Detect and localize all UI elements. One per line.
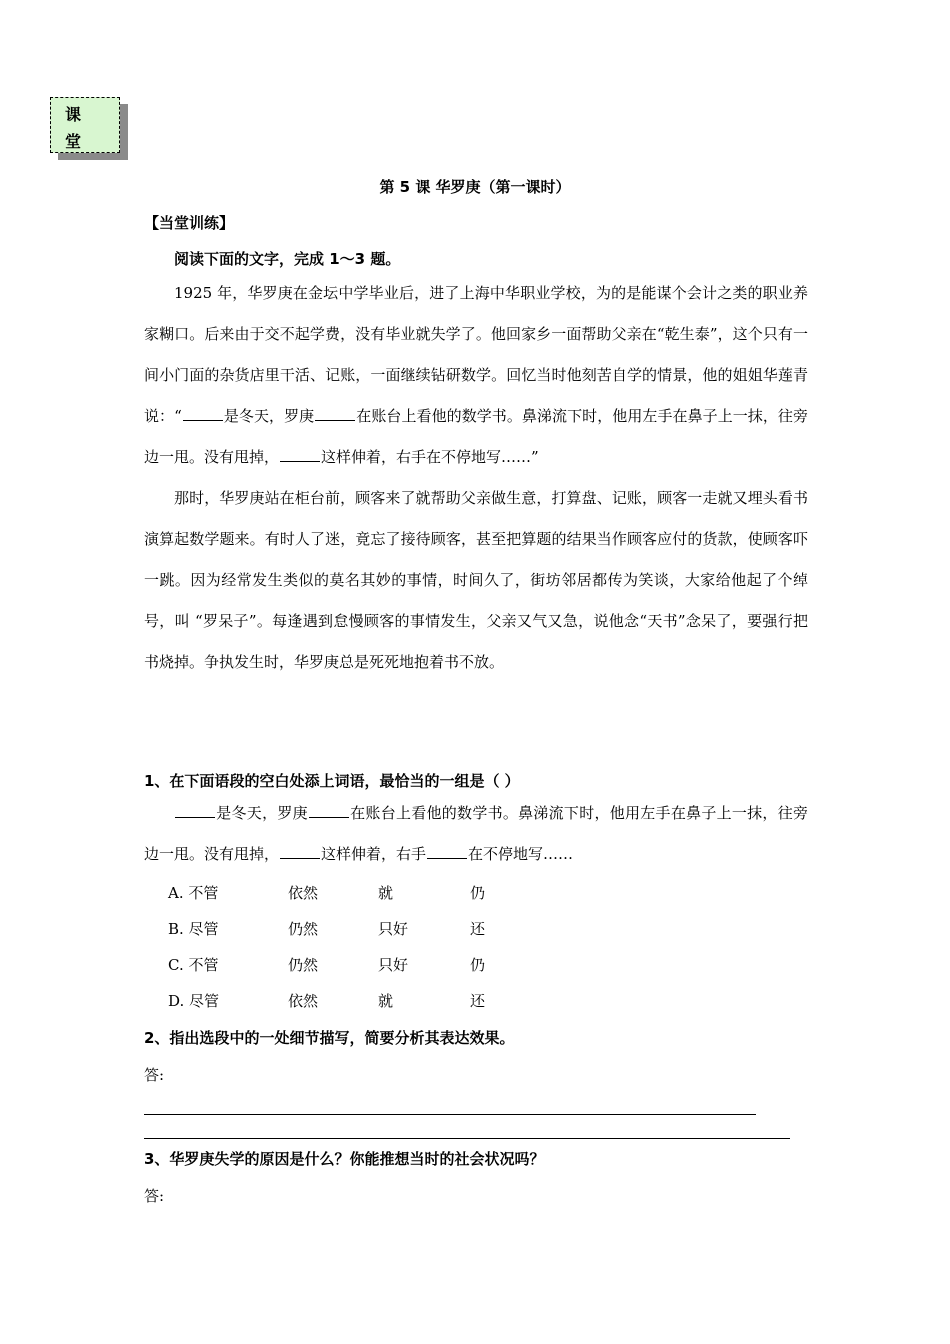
passage-text: 是冬天，罗庚 — [223, 407, 315, 425]
passage-paragraph-1 — [144, 273, 808, 478]
sentence-text: 在不停地写…… — [468, 845, 574, 863]
option-label: D. 尽管 — [168, 992, 220, 1010]
page-title: 第 5 课 华罗庚（第一课时） — [379, 178, 571, 196]
blank-3 — [280, 844, 320, 859]
option-label: A. 不管 — [168, 884, 219, 902]
passage-paragraph-2: 那时，华罗庚站在柜台前，顾客来了就帮助父亲做生意，打算盘、记账，顾客一走就又埋头看书演算起数学题来。有时人了迷，竟忘了接待顾客，甚至把算题的结果当作顾客应付的货款，使顾客吓一跳。因为经常发生类似的莫名其妙的事情，时间久了，街坊邻居都传为笑谈，大家给他起了个绰号，叫 “罗呆子”。每逢遇到怠慢顾客的事情发生，父亲又气又急，说他念“天书”念呆了，要强行把书烧掉。争执发生时，华罗庚总是死死地抱着书不放。 — [144, 489, 808, 671]
option-word: 依然 — [288, 884, 319, 902]
section-heading: 【当堂训练】 — [144, 214, 235, 232]
blank-3 — [280, 447, 320, 462]
question-2-prompt: 2、指出选段中的一处细节描写，简要分析其表达效果。 — [144, 1029, 515, 1047]
reading-instruction: 阅读下面的文字，完成 1～3 题。 — [174, 250, 401, 268]
question-1-prompt: 1、在下面语段的空白处添上词语，最恰当的一组是（ ） — [144, 772, 520, 790]
sentence-text: 在账台上看他的数学书。鼻涕流下时，他用左手在鼻子上一抹，往旁边一甩。没有甩掉， — [144, 804, 808, 863]
option-word: 仍 — [470, 884, 486, 902]
option-label: B. 尽管 — [168, 920, 219, 938]
option-word: 只好 — [378, 956, 409, 974]
lesson-badge — [50, 97, 120, 153]
passage-text: 在账台上看他的数学书。鼻涕流下时，他用左手在鼻子上一抹，往旁边一甩。没有甩掉， — [144, 407, 808, 466]
blank-4 — [427, 844, 467, 859]
sentence-text: 这样伸着，右手 — [321, 845, 427, 863]
option-word: 仍然 — [288, 956, 319, 974]
option-label: C. 不管 — [168, 956, 219, 974]
option-word: 只好 — [378, 920, 409, 938]
option-word: 还 — [470, 920, 486, 938]
badge-char-1: 课 — [65, 105, 82, 124]
passage — [144, 273, 808, 683]
badge-char-2: 堂 — [65, 132, 82, 151]
question-2-answer-label: 答: — [144, 1066, 165, 1084]
passage-text: 1925 年，华罗庚在金坛中学毕业后，进了上海中华职业学校，为的是能谋个会计之类的职业养家糊口。后来由于交不起学费，没有毕业就失学了。他回家乡一面帮助父亲在“乾生泰”，这个只有一间小门面的杂货店里干活、记账，一面继续钻研数学。回忆当时他刻苦自学的情景，他的姐姐华莲青说：“ — [144, 284, 808, 425]
blank-2 — [315, 406, 355, 421]
question-3-answer-label: 答: — [144, 1187, 165, 1205]
passage-text: 这样伸着，右手在不停地写……” — [321, 448, 539, 466]
blank-1 — [175, 803, 215, 818]
answer-line — [144, 1114, 756, 1115]
option-word: 仍 — [470, 956, 486, 974]
option-word: 仍然 — [288, 920, 319, 938]
answer-line — [144, 1138, 790, 1139]
blank-1 — [183, 406, 223, 421]
blank-2 — [309, 803, 349, 818]
option-word: 就 — [378, 884, 394, 902]
question-3-prompt: 3、华罗庚失学的原因是什么？你能推想当时的社会状况吗？ — [144, 1150, 545, 1168]
option-word: 依然 — [288, 992, 319, 1010]
question-1-sentence — [144, 793, 808, 875]
option-word: 就 — [378, 992, 394, 1010]
option-word: 还 — [470, 992, 486, 1010]
sentence-text: 是冬天，罗庚 — [216, 804, 308, 822]
